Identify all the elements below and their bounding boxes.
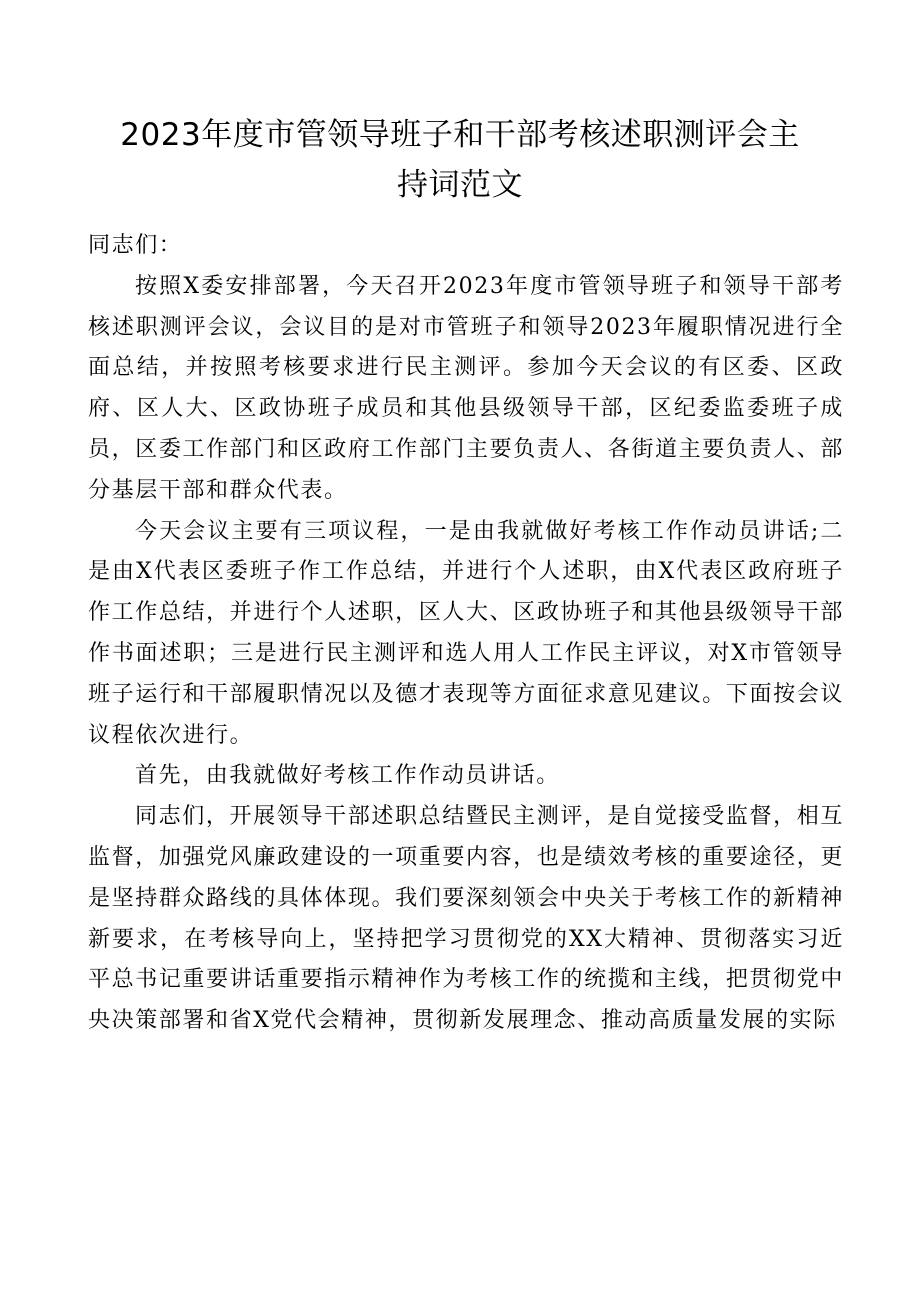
title-line-2: 持词范文 <box>397 167 523 203</box>
paragraph-2: 今天会议主要有三项议程，一是由我就做好考核工作作动员讲话;二是由X代表区委班子作工作总结，并进行个人述职，由X代表区政府班子作工作总结，并进行个人述职，区人大、区政协班子和其他县级领导干部作书面述职；三是进行民主测评和选人用人工作民主评议，对X市管领导班子运行和干部履职情况以及德才表现等方面征求意见建议。下面按会议议程依次进行。 <box>88 518 844 748</box>
title-line-1: 2023年度市管领导班子和干部考核述职测评会主 <box>120 117 800 153</box>
salutation: 同志们： <box>88 233 183 258</box>
paragraph-1: 按照X委安排部署，今天召开2023年度市管领导班子和领导干部考核述职测评会议，会议目的是对市管班子和领导2023年履职情况进行全面总结，并按照考核要求进行民主测评。参加今天会议的有区委、区政府、区人大、区政协班子成员和其他县级领导干部，区纪委监委班子成员，区委工作部门和区政府工作部门主要负责人、各街道主要负责人、部分基层干部和群众代表。 <box>88 273 844 503</box>
paragraph-3: 首先，由我就做好考核工作作动员讲话。 <box>135 763 560 789</box>
paragraph-4: 同志们，开展领导干部述职总结暨民主测评，是自觉接受监督，相互监督，加强党风廉政建设的一项重要内容，也是绩效考核的重要途径，更是坚持群众路线的具体体现。我们要深刻领会中央关于考核工作的新精神新要求，在考核导向上，坚持把学习贯彻党的XX大精神、贯彻落实习近平总书记重要讲话重要指示精神作为考核工作的统揽和主线，把贯彻党中央决策部署和省X党代会精神，贯彻新发展理念、推动高质量发展的实际 <box>88 804 844 1034</box>
document-body <box>88 226 844 1042</box>
document-title <box>100 110 820 210</box>
